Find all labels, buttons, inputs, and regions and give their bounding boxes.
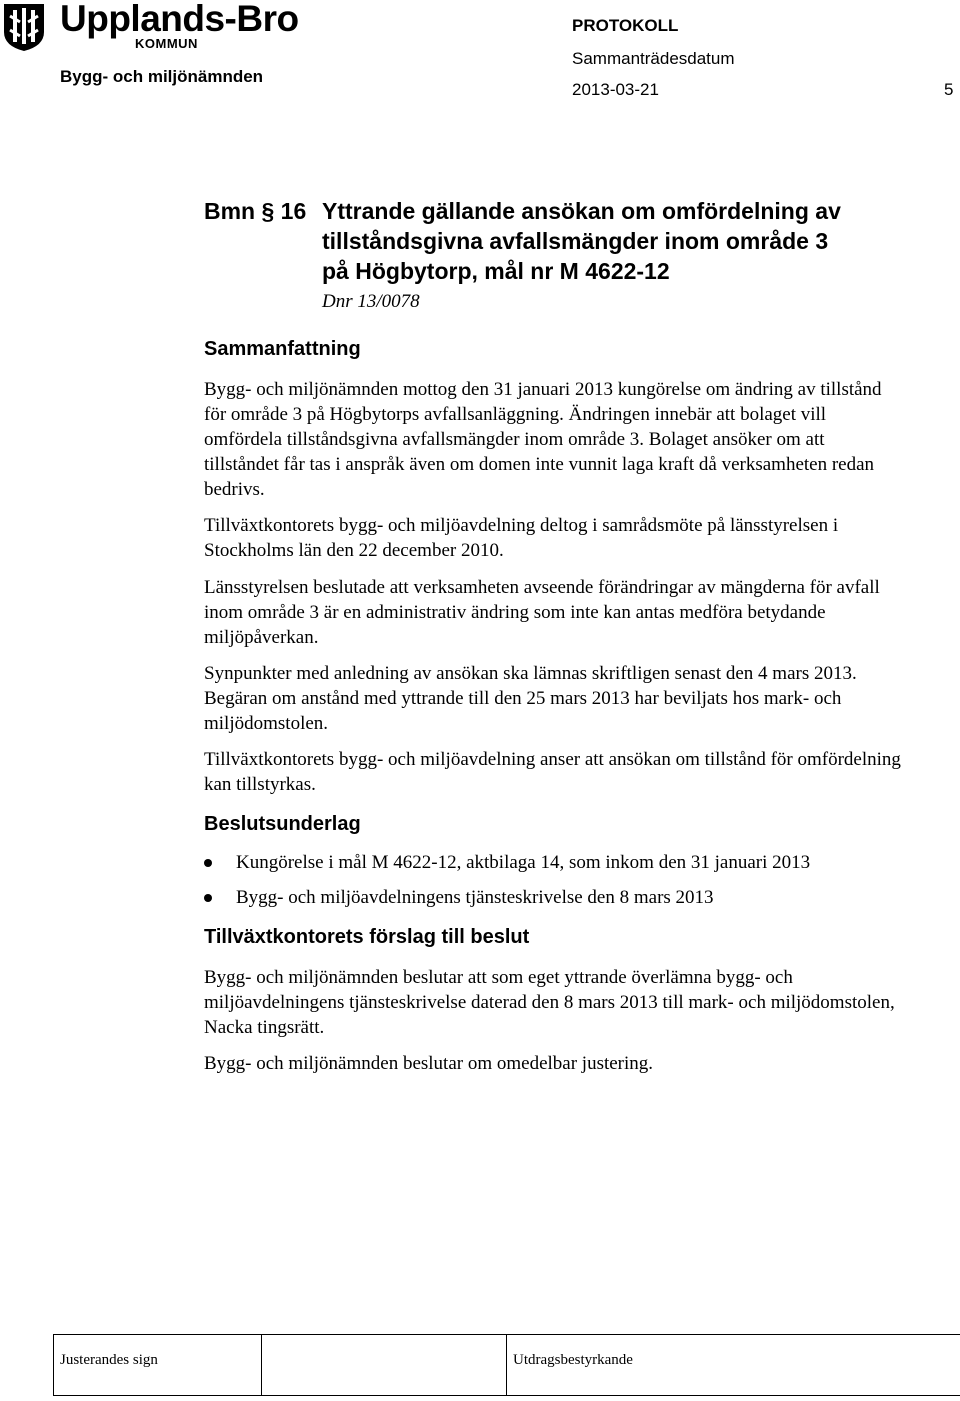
proposal-heading: Tillväxtkontorets förslag till beslut	[204, 926, 530, 948]
section-title	[204, 196, 924, 286]
proposal-paragraph-2: Bygg- och miljönämnden beslutar om omedelbar justering.	[204, 1053, 654, 1074]
bullet-icon	[204, 859, 212, 867]
section-number: Bmn § 16	[204, 198, 307, 224]
summary-paragraph-5: Tillväxtkontorets bygg- och miljöavdelning anser att ansökan om tillstånd för omfördelning kan tillstyrkas.	[204, 749, 901, 795]
extract-certification-cell	[507, 1335, 960, 1395]
municipal-emblem-icon	[2, 2, 46, 52]
signature-table	[53, 1334, 960, 1396]
list-item	[204, 885, 924, 910]
signature-cell	[262, 1335, 507, 1395]
basis-item-1: Kungörelse i mål M 4622-12, aktbilaga 14, som inkom den 31 januari 2013	[236, 852, 811, 873]
meeting-date: 2013-03-21	[572, 80, 659, 99]
proposal-paragraph-1: Bygg- och miljönämnden beslutar att som eget yttrande överlämna bygg- och miljöavdelningens tjänsteskrivelse daterad den 8 mars 2013 till mark- och miljödomstolen, Nacka tingsrätt.	[204, 967, 895, 1038]
basis-list	[204, 850, 924, 920]
adjuster-sign-label: Justerandes sign	[60, 1352, 158, 1368]
logo-wordmark: Upplands-Bro	[60, 0, 299, 39]
extract-certification-label: Utdragsbestyrkande	[513, 1352, 633, 1368]
bullet-icon	[204, 894, 212, 902]
meeting-date-label: Sammanträdesdatum	[572, 49, 735, 68]
summary-heading: Sammanfattning	[204, 338, 361, 360]
committee-name: Bygg- och miljönämnden	[60, 67, 264, 86]
section-title-line-1	[204, 196, 924, 226]
document-type: PROTOKOLL	[572, 16, 679, 35]
case-number: Dnr 13/0078	[322, 291, 420, 312]
summary-paragraph-2: Tillväxtkontorets bygg- och miljöavdelning deltog i samrådsmöte på länsstyrelsen i Stockholms län den 22 december 2010.	[204, 515, 839, 561]
section-title-text-2: tillståndsgivna avfallsmängder inom område 3	[322, 228, 829, 254]
basis-heading: Beslutsunderlag	[204, 813, 361, 835]
summary-paragraph-3: Länsstyrelsen beslutade att verksamheten avseende förändringar av mängderna för avfall inom område 3 är en administrativ ändring som inte kan antas medföra betydande miljöpåverkan.	[204, 577, 880, 648]
logo-subtitle: KOMMUN	[135, 36, 198, 51]
basis-item-2: Bygg- och miljöavdelningens tjänsteskrivelse den 8 mars 2013	[236, 887, 714, 908]
page-number: 5	[944, 80, 954, 99]
section-title-text-1: Yttrande gällande ansökan om omfördelning av	[322, 198, 841, 224]
summary-paragraph-1: Bygg- och miljönämnden mottog den 31 januari 2013 kungörelse om ändring av tillstånd för område 3 på Högbytorps avfallsanläggning. Ändringen innebär att bolaget vill omfördela tillståndsgivna avfallsmängder inom område 3. Bolaget ansöker om att tillståndet får tas i anspråk även om domen inte vunnit laga kraft då verksamheten redan bedrivs.	[204, 379, 882, 500]
municipality-logo	[2, 0, 302, 60]
summary-paragraph-4: Synpunkter med anledning av ansökan ska lämnas skriftligen senast den 4 mars 2013. Begäran om anstånd med yttrande till den 25 mars 2013 har beviljats hos mark- och miljödomstolen.	[204, 663, 857, 734]
signature-cell	[54, 1335, 262, 1395]
section-title-text-3: på Högbytorp, mål nr M 4622-12	[322, 258, 670, 284]
list-item	[204, 850, 924, 875]
